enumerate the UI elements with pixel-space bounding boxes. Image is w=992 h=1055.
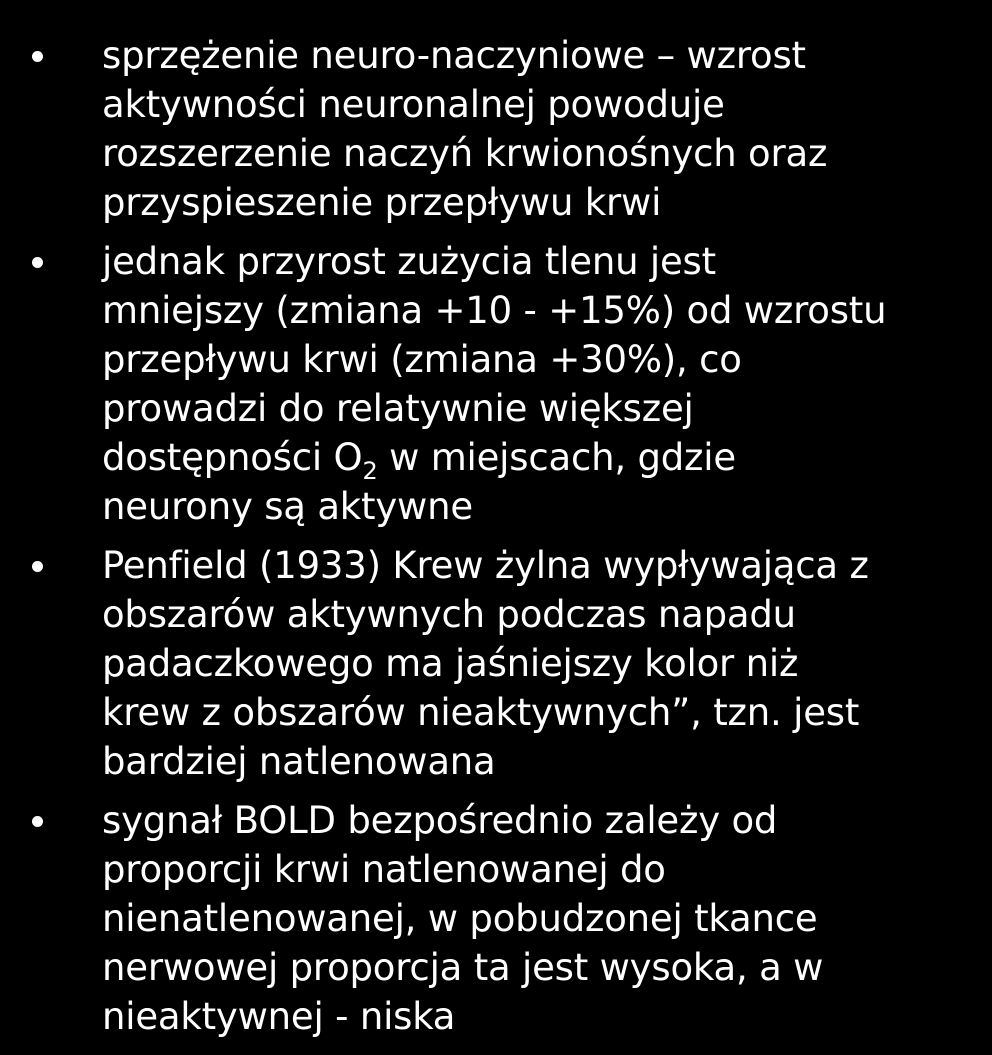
text-line: aktywności neuronalnej powoduje [102, 83, 725, 126]
text-line: sygnał BOLD bezpośrednio zależy od [102, 799, 778, 842]
o2-subscript: 2 [362, 457, 378, 485]
text-line: proporcji krwi natlenowanej do [102, 848, 666, 891]
text-line: rozszerzenie naczyń krwionośnych oraz [102, 132, 828, 175]
bullet-item-bold-signal [0, 796, 992, 1041]
text-line: padaczkowego ma jaśniejszy kolor niż [102, 642, 799, 685]
text-line: jednak przyrost zużycia tlenu jest [102, 240, 716, 283]
text-line: nieaktywnej - niska [102, 995, 456, 1038]
text-line: nerwowej proporcja ta jest wysoka, a w [102, 946, 824, 989]
bullet-dot-icon [32, 816, 43, 827]
text-line: nienatlenowanej, w pobudzonej tkance [102, 897, 818, 940]
text-line: neurony są aktywne [102, 485, 473, 528]
bullet-list [0, 31, 992, 1041]
text-line: prowadzi do relatywnie większej [102, 387, 694, 430]
o2-line-before: dostępności O [102, 436, 363, 479]
text-line: przyspieszenie przepływu krwi [102, 181, 662, 224]
text-line: bardziej natlenowana [102, 740, 496, 783]
bullet-dot-icon [32, 257, 43, 268]
text-line: przepływu krwi (zmiana +30%), co [102, 338, 742, 381]
text-line: Penfield (1933) Krew żylna wypływająca z [102, 544, 869, 587]
o2-line-after: w miejscach, gdzie [377, 436, 736, 479]
bullet-item-oxygen-consumption [0, 237, 992, 531]
bullet-dot-icon [32, 561, 43, 572]
text-line: obszarów aktywnych podczas napadu [102, 593, 796, 636]
text-line-o2 [102, 433, 972, 485]
bullet-item-penfield [0, 541, 992, 786]
text-line: mniejszy (zmiana +10 - +15%) od wzrostu [102, 289, 887, 332]
bullet-item-neurovascular-coupling [0, 31, 992, 227]
text-line: sprzężenie neuro-naczyniowe – wzrost [102, 34, 806, 77]
bullet-dot-icon [32, 51, 43, 62]
text-line: krew z obszarów nieaktywnych”, tzn. jest [102, 691, 860, 734]
